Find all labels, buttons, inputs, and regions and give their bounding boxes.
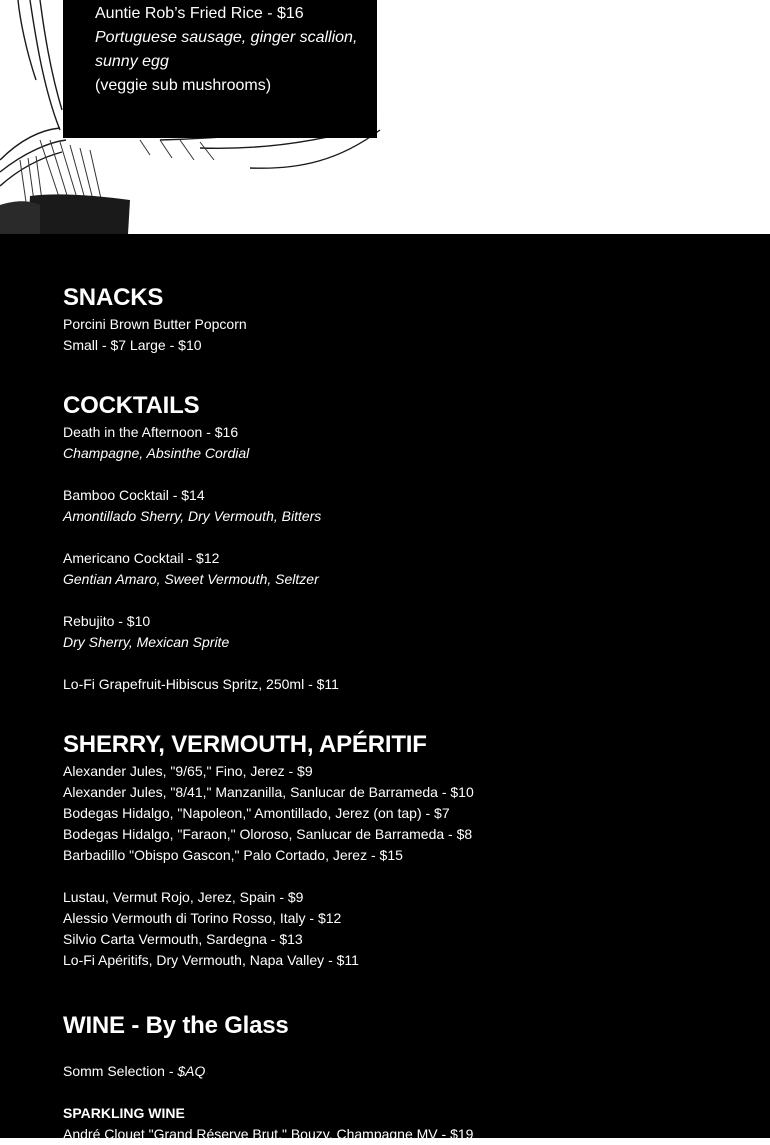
vermouth-item: Lo-Fi Apéritifs, Dry Vermouth, Napa Valley - $11: [63, 952, 359, 968]
sparkling-wine-heading: SPARKLING WINE: [63, 1105, 185, 1121]
sherry-item: Bodegas Hidalgo, "Napoleon," Amontillado, Jerez (on tap) - $7: [63, 805, 450, 821]
somm-selection-price: $AQ: [177, 1063, 206, 1079]
wine-heading: WINE - By the Glass: [63, 1012, 289, 1039]
cocktail-name: Bamboo Cocktail - $14: [63, 487, 205, 503]
featured-dish-description: Portuguese sausage, ginger scallion, sunny egg: [95, 29, 358, 70]
snack-item-price: Small - $7 Large - $10: [63, 337, 202, 353]
sparkling-wine-item: André Clouet "Grand Réserve Brut," Bouzy, Champagne MV - $19: [63, 1126, 474, 1142]
drinks-menu: [0, 234, 770, 1142]
hero-illustration-area: [0, 0, 770, 234]
somm-selection: [63, 1061, 723, 1082]
cocktail-description: Dry Sherry, Mexican Sprite: [63, 634, 230, 650]
sherry-item: Bodegas Hidalgo, "Faraon," Oloroso, Sanlucar de Barrameda - $8: [63, 826, 473, 842]
snacks-heading: SNACKS: [63, 284, 164, 311]
cocktail-name: Lo-Fi Grapefruit-Hibiscus Spritz, 250ml - $11: [63, 676, 339, 692]
featured-dish-card: [63, 0, 377, 138]
sherry-heading: SHERRY, VERMOUTH, APÉRITIF: [63, 731, 427, 758]
vermouth-item: Silvio Carta Vermouth, Sardegna - $13: [63, 931, 303, 947]
cocktail-description: Champagne, Absinthe Cordial: [63, 445, 250, 461]
somm-selection-label: Somm Selection -: [63, 1063, 178, 1079]
cocktails-heading: COCKTAILS: [63, 392, 200, 419]
sherry-item: Alexander Jules, "9/65," Fino, Jerez - $9: [63, 763, 313, 779]
cocktail-description: Amontillado Sherry, Dry Vermouth, Bitters: [63, 508, 322, 524]
vermouth-item: Alessio Vermouth di Torino Rosso, Italy - $12: [63, 910, 342, 926]
cocktail-name: Rebujito - $10: [63, 613, 151, 629]
cocktail-name: Death in the Afternoon - $16: [63, 424, 239, 440]
snack-item-name: Porcini Brown Butter Popcorn: [63, 316, 247, 332]
sherry-item: Alexander Jules, "8/41," Manzanilla, Sanlucar de Barrameda - $10: [63, 784, 474, 800]
cocktail-name: Americano Cocktail - $12: [63, 550, 220, 566]
sherry-item: Barbadillo "Obispo Gascon," Palo Cortado, Jerez - $15: [63, 847, 403, 863]
cocktail-description: Gentian Amaro, Sweet Vermouth, Seltzer: [63, 571, 319, 587]
vermouth-item: Lustau, Vermut Rojo, Jerez, Spain - $9: [63, 889, 304, 905]
featured-dish-title: Auntie Rob’s Fried Rice - $16: [95, 5, 304, 22]
featured-dish-note: (veggie sub mushrooms): [95, 77, 272, 94]
